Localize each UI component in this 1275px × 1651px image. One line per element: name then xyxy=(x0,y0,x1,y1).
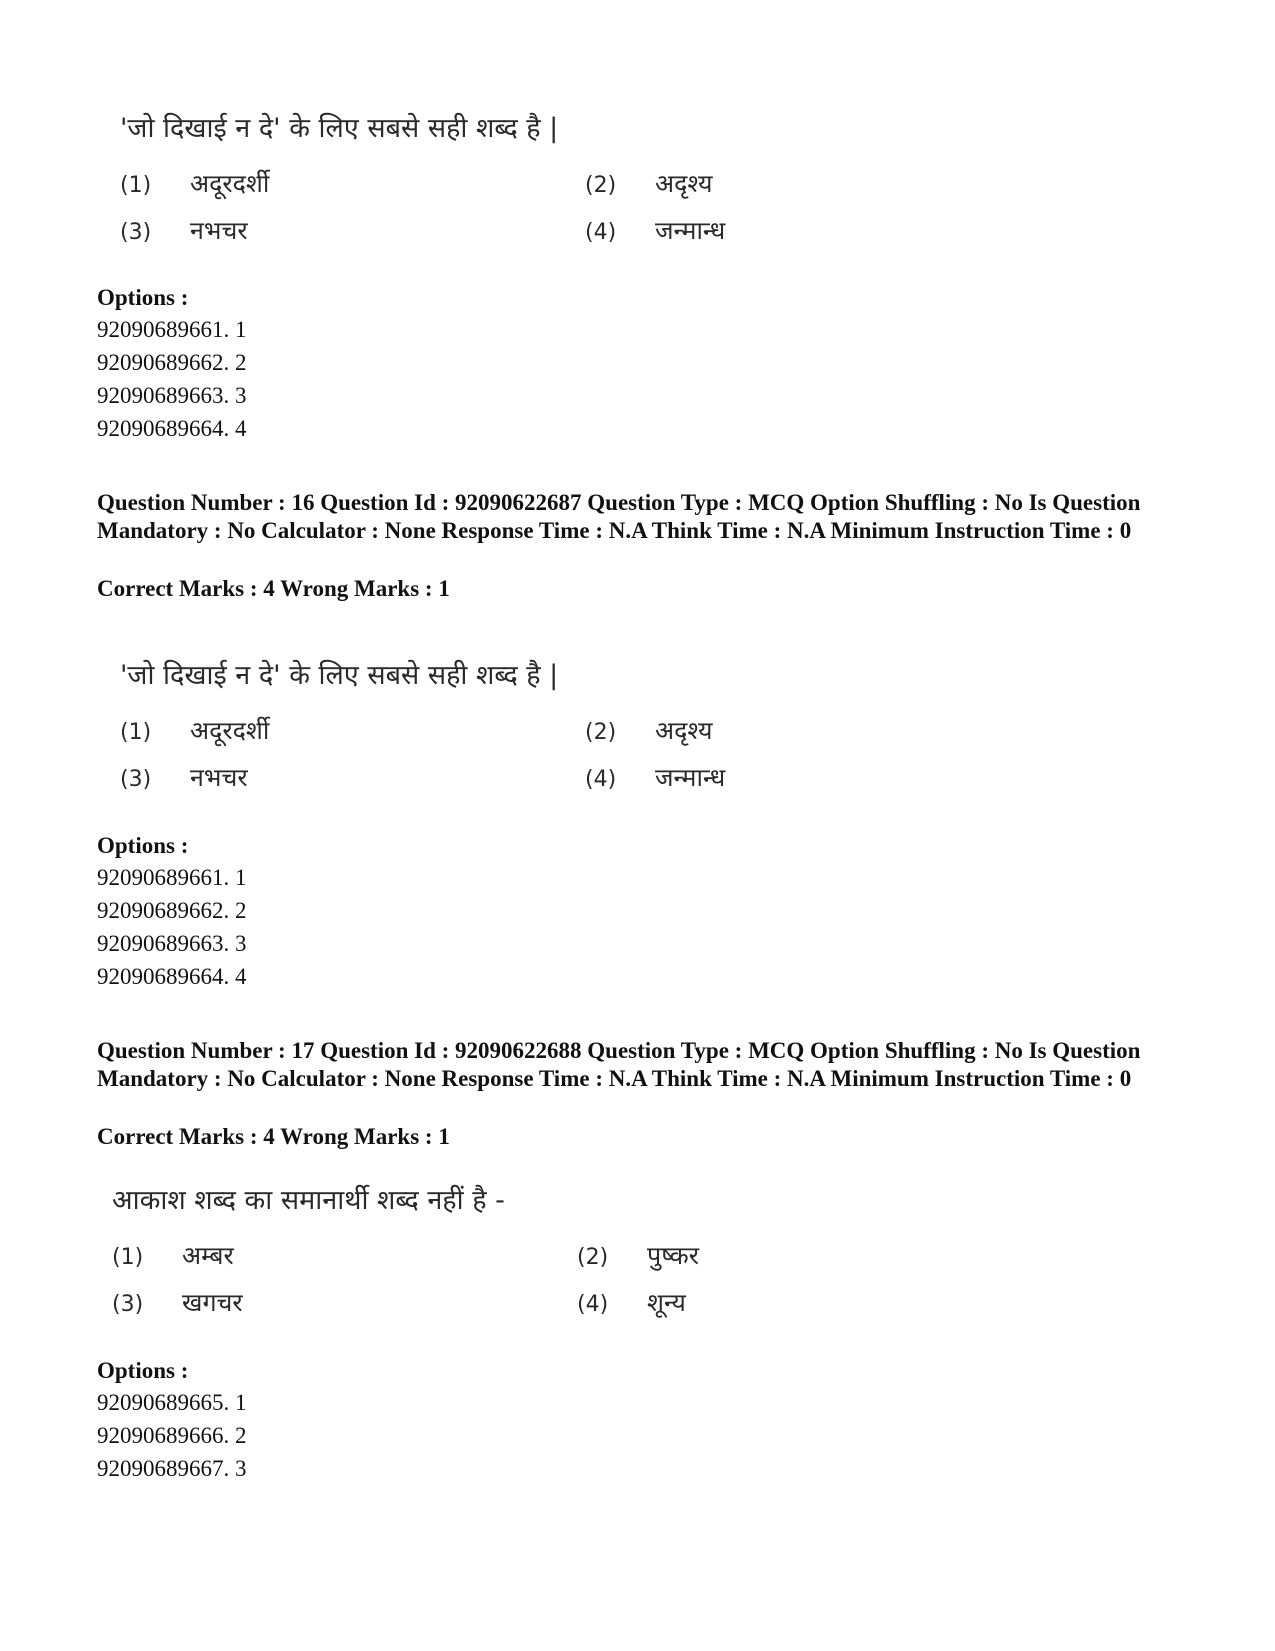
question-image xyxy=(100,108,900,268)
option-number: (1) xyxy=(112,1245,144,1270)
question-option xyxy=(585,760,725,794)
option-line: 92090689667. 3 xyxy=(97,1456,247,1481)
option-number: (4) xyxy=(577,1292,609,1317)
question-option xyxy=(585,713,713,747)
question-stem: 'जो दिखाई न दे' के लिए सबसे सही शब्द है | xyxy=(120,660,559,691)
question-option xyxy=(120,166,269,200)
option-line: 92090689661. 1 xyxy=(97,317,247,342)
option-text: खगचर xyxy=(182,1288,243,1317)
option-text: नभचर xyxy=(190,216,248,245)
option-text: पुष्कर xyxy=(647,1241,699,1270)
option-text: अदृश्य xyxy=(655,169,713,198)
option-number: (3) xyxy=(120,220,152,245)
question-option xyxy=(585,213,725,247)
question-option xyxy=(112,1238,234,1272)
option-number: (2) xyxy=(585,173,617,198)
option-line: 92090689663. 3 xyxy=(97,931,247,956)
option-line: 92090689664. 4 xyxy=(97,964,247,989)
option-number: (3) xyxy=(120,767,152,792)
option-text: जन्मान्ध xyxy=(655,216,726,245)
question-option xyxy=(585,166,713,200)
option-number: (2) xyxy=(585,720,617,745)
option-number: (4) xyxy=(585,767,617,792)
question-image xyxy=(100,655,900,815)
option-line: 92090689661. 1 xyxy=(97,865,247,890)
question-meta: Question Number : 16 Question Id : 92090622687 Question Type : MCQ Option Shuffling : No Is Question Mandatory : No Calculator : None Response Time : N.A Think Time : N.A Minimum Instruction Time : 0 xyxy=(97,490,1141,543)
option-text: अदूरदर्शी xyxy=(190,716,270,745)
question-option xyxy=(120,213,248,247)
option-line: 92090689663. 3 xyxy=(97,383,247,408)
option-line: 92090689665. 1 xyxy=(97,1390,247,1415)
question-option xyxy=(577,1285,686,1319)
option-number: (1) xyxy=(120,173,152,198)
option-number: (4) xyxy=(585,220,617,245)
option-number: (3) xyxy=(112,1292,144,1317)
question-option xyxy=(120,760,248,794)
option-line: 92090689662. 2 xyxy=(97,350,247,375)
option-line: 92090689666. 2 xyxy=(97,1423,247,1448)
question-stem: 'जो दिखाई न दे' के लिए सबसे सही शब्द है | xyxy=(120,113,559,144)
option-text: शून्य xyxy=(647,1288,686,1317)
question-marks: Correct Marks : 4 Wrong Marks : 1 xyxy=(97,576,450,601)
option-text: अदूरदर्शी xyxy=(190,169,270,198)
option-number: (1) xyxy=(120,720,152,745)
option-text: अम्बर xyxy=(182,1241,234,1270)
option-number: (2) xyxy=(577,1245,609,1270)
option-text: जन्मान्ध xyxy=(655,763,726,792)
option-line: 92090689664. 4 xyxy=(97,416,247,441)
options-label: Options : xyxy=(97,285,189,310)
option-text: अदृश्य xyxy=(655,716,713,745)
options-label: Options : xyxy=(97,1358,189,1383)
question-option xyxy=(577,1238,699,1272)
option-text: नभचर xyxy=(190,763,248,792)
option-line: 92090689662. 2 xyxy=(97,898,247,923)
options-label: Options : xyxy=(97,833,189,858)
question-meta: Question Number : 17 Question Id : 92090622688 Question Type : MCQ Option Shuffling : No Is Question Mandatory : No Calculator : None Response Time : N.A Think Time : N.A Minimum Instruction Time : 0 xyxy=(97,1038,1141,1091)
question-marks: Correct Marks : 4 Wrong Marks : 1 xyxy=(97,1124,450,1149)
question-stem: आकाश शब्द का समानार्थी शब्द नहीं है - xyxy=(112,1185,505,1216)
question-option xyxy=(120,713,269,747)
question-image xyxy=(92,1180,892,1340)
question-option xyxy=(112,1285,243,1319)
